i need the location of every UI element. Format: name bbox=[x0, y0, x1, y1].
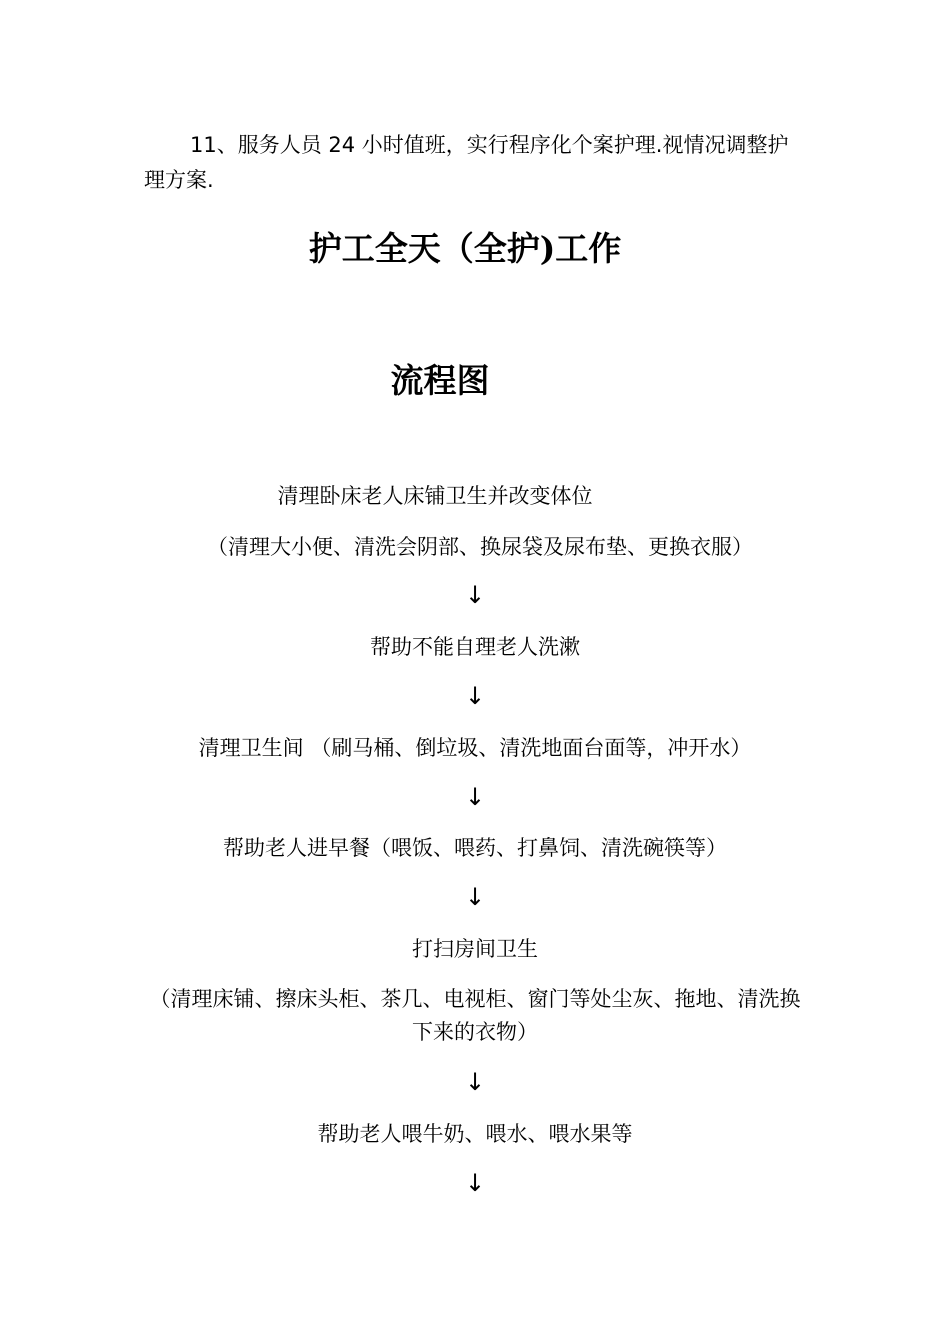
flow-step-washing: 帮助不能自理老人洗漱 bbox=[370, 635, 580, 659]
flow-step-bed-cleaning: 清理卧床老人床铺卫生并改变体位 bbox=[277, 484, 593, 508]
flow-step-bed-cleaning-detail: （清理大小便、清洗会阴部、换尿袋及尿布垫、更换衣服） bbox=[207, 535, 753, 559]
down-arrow-icon: ↓ bbox=[464, 1169, 486, 1197]
flow-step-breakfast: 帮助老人进早餐（喂饭、喂药、打鼻饲、清洗碗筷等） bbox=[223, 836, 727, 860]
flow-step-feeding: 帮助老人喂牛奶、喂水、喂水果等 bbox=[317, 1122, 633, 1146]
intro-paragraph: 11、服务人员 24 小时值班，实行程序化个案护理.视情况调整护理方案. bbox=[144, 133, 789, 192]
flowchart-subtitle: 流程图 bbox=[390, 361, 490, 400]
flow-step-room-cleaning: 打扫房间卫生 bbox=[412, 937, 538, 961]
down-arrow-icon: ↓ bbox=[464, 581, 486, 609]
down-arrow-icon: ↓ bbox=[464, 783, 486, 811]
flow-step-bathroom-cleaning: 清理卫生间 （刷马桶、倒垃圾、清洗地面台面等，冲开水） bbox=[198, 736, 752, 760]
flowchart-title: 护工全天（全护)工作 bbox=[308, 229, 622, 268]
down-arrow-icon: ↓ bbox=[464, 883, 486, 911]
flow-step-room-cleaning-detail: （清理床铺、擦床头柜、茶几、电视柜、窗门等处尘灰、拖地、清洗换下来的衣物） bbox=[149, 987, 801, 1044]
down-arrow-icon: ↓ bbox=[464, 1068, 486, 1096]
down-arrow-icon: ↓ bbox=[464, 682, 486, 710]
